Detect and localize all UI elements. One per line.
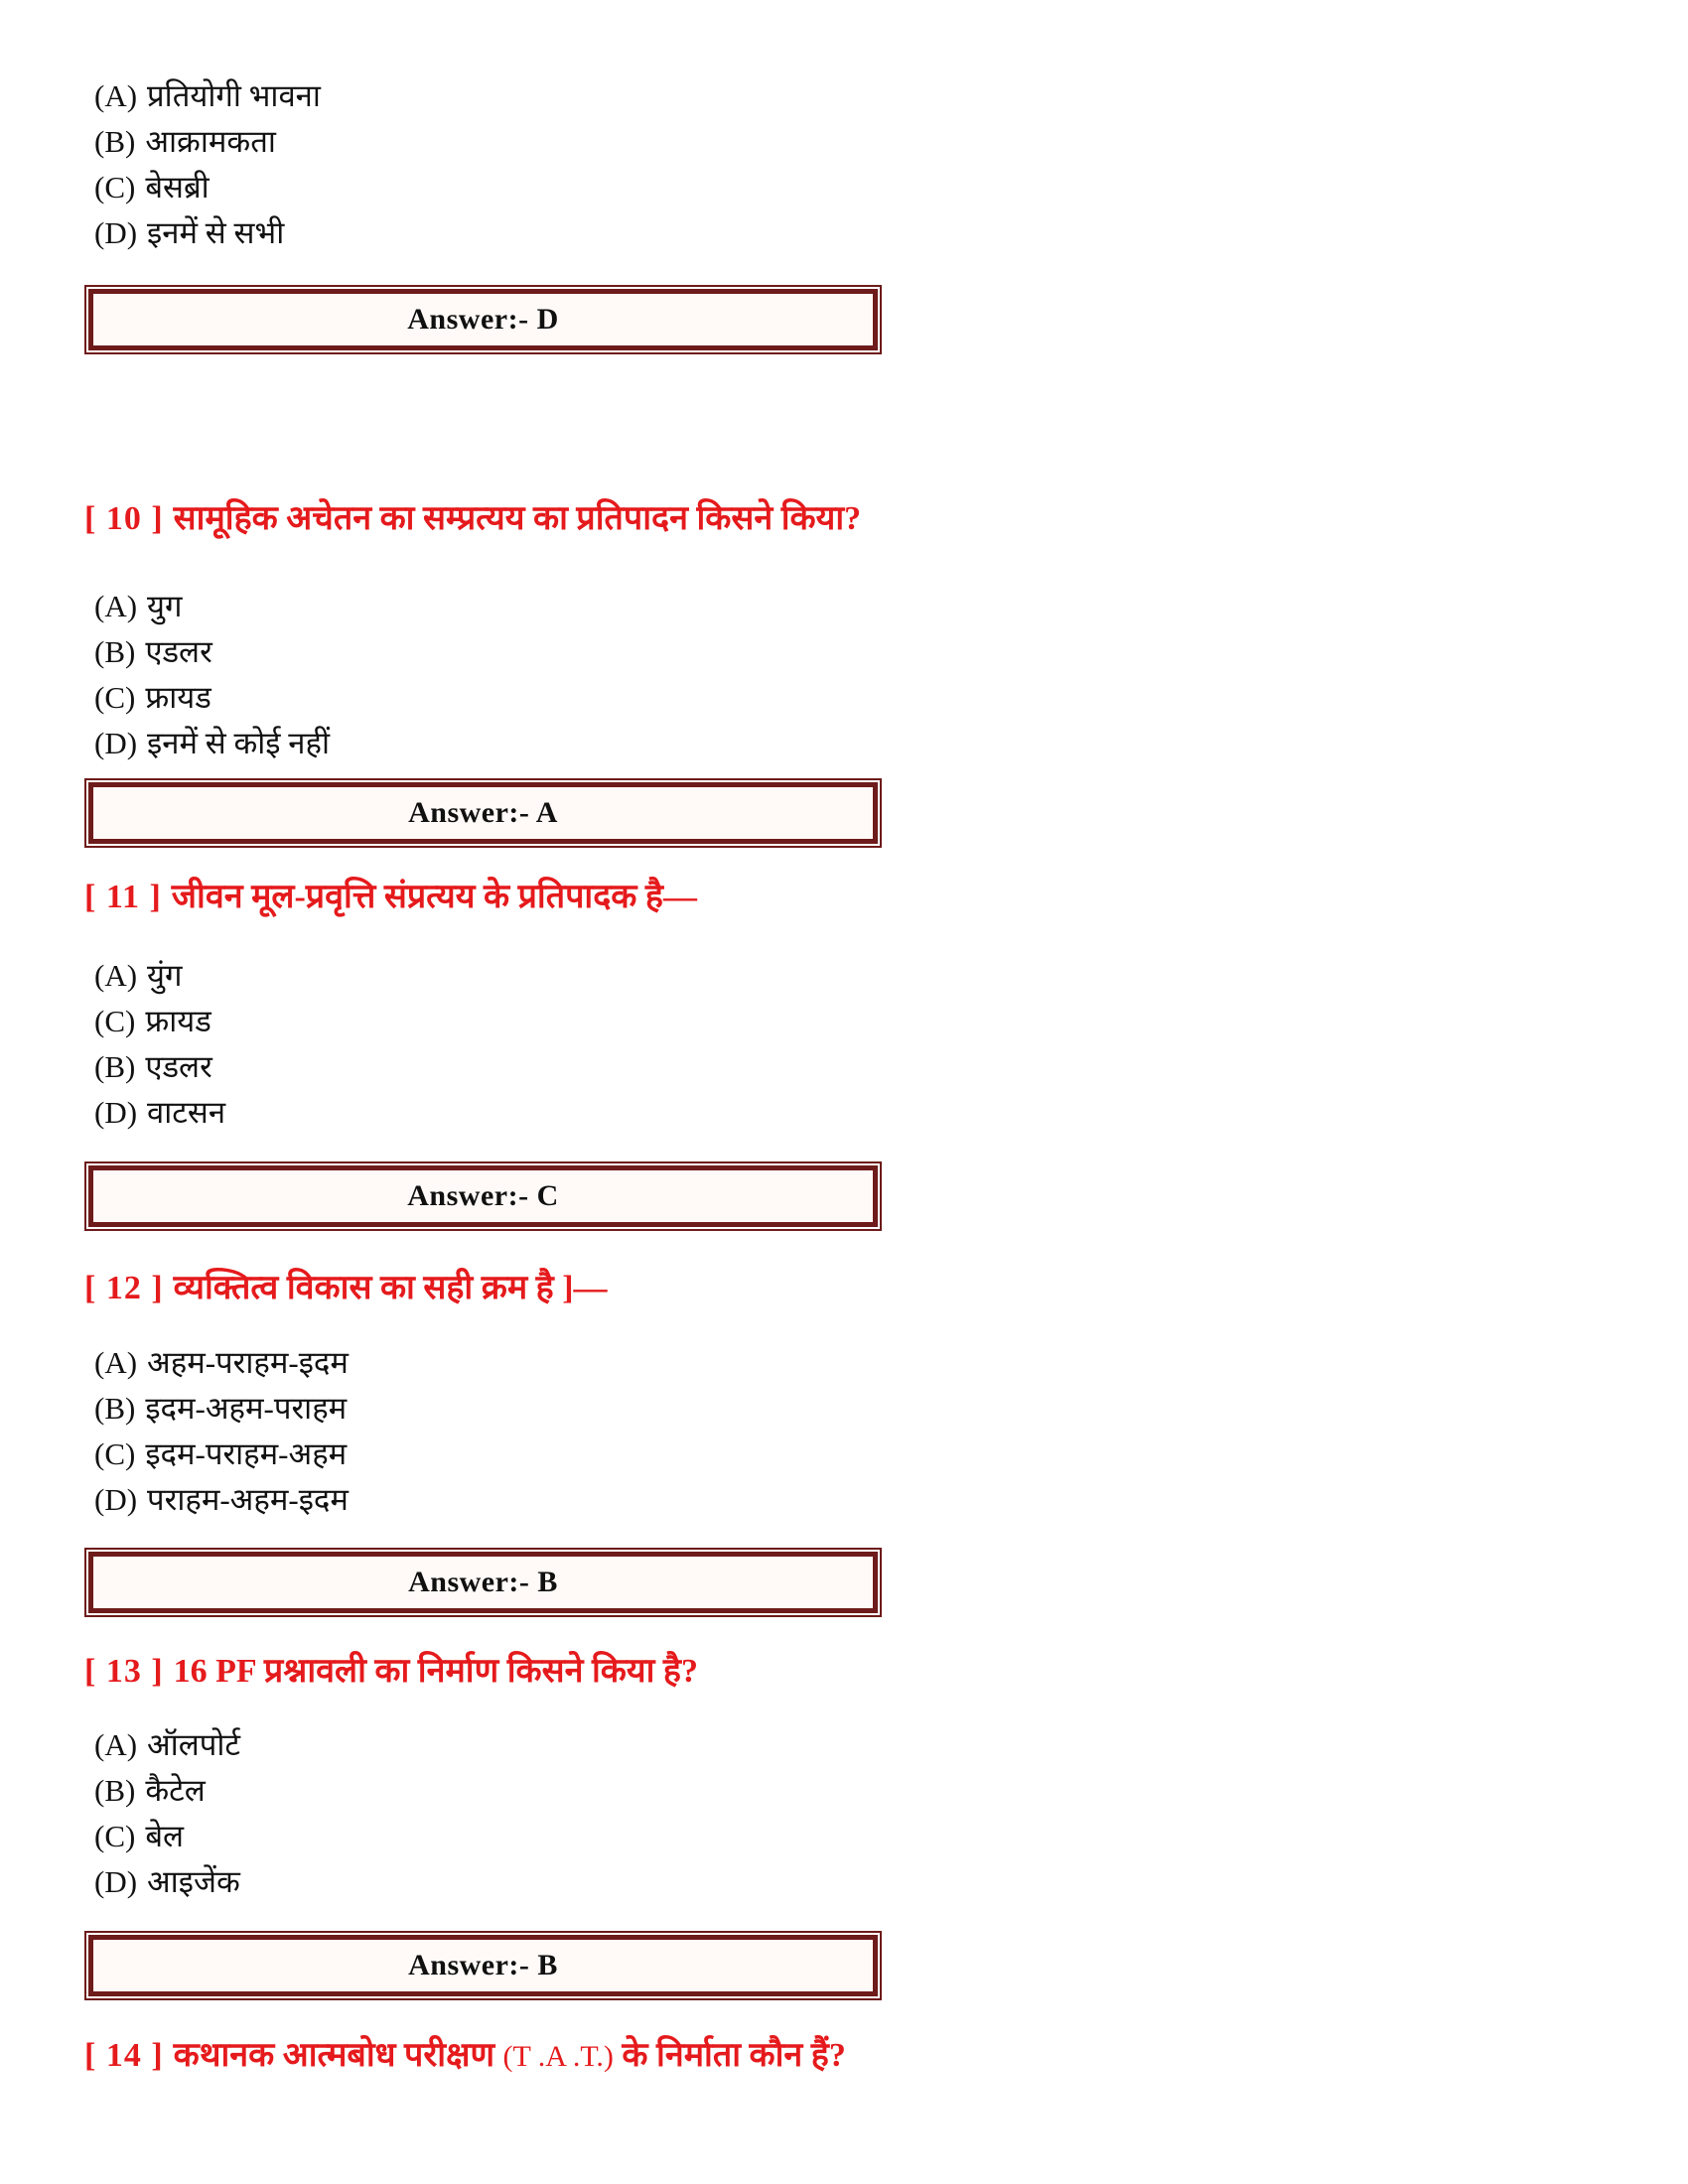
option-list-q10 bbox=[94, 584, 330, 766]
question-number: [ 13 ] bbox=[84, 1653, 164, 1690]
option-label: (A) bbox=[94, 78, 138, 113]
option-text: कैटेल bbox=[145, 1773, 206, 1808]
question-number: [ 11 ] bbox=[84, 879, 162, 915]
question-text: के निर्माता कौन हैं? bbox=[613, 2037, 846, 2074]
option-text: युंग bbox=[147, 958, 183, 993]
option-item bbox=[94, 999, 225, 1044]
answer-box-q11 bbox=[88, 1165, 878, 1227]
option-text: बेल bbox=[145, 1819, 185, 1853]
option-item bbox=[94, 675, 330, 721]
option-text: एडलर bbox=[145, 1049, 212, 1084]
option-text: फ्रायड bbox=[145, 680, 211, 715]
answer-text: Answer:- A bbox=[408, 796, 558, 829]
question-text: व्यक्तित्व विकास का सही क्रम है ]— bbox=[173, 1270, 608, 1306]
question-text: जीवन मूल-प्रवृत्ति संप्रत्यय के प्रतिपादक है— bbox=[171, 879, 697, 915]
answer-text: Answer:- D bbox=[407, 303, 559, 336]
question-heading-q12 bbox=[84, 1263, 608, 1308]
answer-box-q12 bbox=[88, 1552, 878, 1613]
question-number: [ 10 ] bbox=[84, 500, 164, 537]
option-label: (D) bbox=[94, 1482, 138, 1517]
option-item bbox=[94, 1090, 225, 1136]
answer-text: Answer:- C bbox=[407, 1179, 559, 1212]
option-text: प्रतियोगी भावना bbox=[147, 78, 321, 113]
option-item bbox=[94, 210, 321, 256]
option-label: (D) bbox=[94, 1864, 138, 1899]
option-item bbox=[94, 1386, 349, 1432]
option-list-q13 bbox=[94, 1722, 240, 1905]
question-heading-q11 bbox=[84, 872, 697, 917]
question-heading-q13 bbox=[84, 1646, 698, 1692]
option-item bbox=[94, 1768, 240, 1814]
question-text: 16 PF प्रश्नावली का निर्माण किसने किया है? bbox=[173, 1653, 698, 1690]
option-label: (D) bbox=[94, 215, 138, 250]
option-item bbox=[94, 584, 330, 629]
option-label: (C) bbox=[94, 1436, 136, 1471]
option-text: एडलर bbox=[145, 634, 212, 669]
option-list-q9 bbox=[94, 73, 321, 256]
option-label: (B) bbox=[94, 1049, 136, 1084]
option-text: इदम-पराहम-अहम bbox=[145, 1436, 348, 1471]
option-label: (D) bbox=[94, 1095, 138, 1130]
option-label: (D) bbox=[94, 726, 138, 760]
option-label: (B) bbox=[94, 634, 136, 669]
option-text: इदम-अहम-पराहम bbox=[145, 1391, 348, 1426]
option-item bbox=[94, 1722, 240, 1768]
option-label: (B) bbox=[94, 1391, 136, 1426]
question-number: [ 12 ] bbox=[84, 1270, 164, 1306]
question-text: कथानक आत्मबोध परीक्षण bbox=[173, 2037, 503, 2074]
option-text: इनमें से सभी bbox=[147, 215, 285, 250]
question-number: [ 14 ] bbox=[84, 2037, 164, 2074]
option-list-q11 bbox=[94, 953, 225, 1136]
option-text: पराहम-अहम-इदम bbox=[147, 1482, 349, 1517]
option-item bbox=[94, 721, 330, 766]
question-heading-q14 bbox=[84, 2030, 846, 2076]
option-label: (B) bbox=[94, 124, 136, 159]
answer-box-q13 bbox=[88, 1935, 878, 1996]
option-item bbox=[94, 629, 330, 675]
answer-box-q9 bbox=[88, 289, 878, 350]
answer-text: Answer:- B bbox=[408, 1949, 558, 1981]
option-text: इनमें से कोई नहीं bbox=[147, 726, 330, 760]
option-text: वाटसन bbox=[147, 1095, 226, 1130]
option-label: (A) bbox=[94, 1727, 138, 1762]
option-item bbox=[94, 1477, 349, 1523]
answer-box-q10 bbox=[88, 782, 878, 844]
option-text: आक्रामकता bbox=[145, 124, 276, 159]
answer-text: Answer:- B bbox=[408, 1566, 558, 1598]
option-label: (A) bbox=[94, 589, 138, 623]
option-label: (A) bbox=[94, 1345, 138, 1380]
option-text: आइजेंक bbox=[147, 1864, 240, 1899]
option-item bbox=[94, 1340, 349, 1386]
option-label: (C) bbox=[94, 170, 136, 205]
option-item bbox=[94, 165, 321, 210]
option-list-q12 bbox=[94, 1340, 349, 1523]
option-text: अहम-पराहम-इदम bbox=[147, 1345, 349, 1380]
option-label: (C) bbox=[94, 1819, 136, 1853]
option-item bbox=[94, 1814, 240, 1859]
option-text: ऑलपोर्ट bbox=[147, 1727, 241, 1762]
option-item bbox=[94, 953, 225, 999]
option-item bbox=[94, 1044, 225, 1090]
option-item bbox=[94, 119, 321, 165]
option-text: फ्रायड bbox=[145, 1004, 211, 1038]
option-item bbox=[94, 1432, 349, 1477]
option-label: (A) bbox=[94, 958, 138, 993]
option-label: (C) bbox=[94, 680, 136, 715]
question-text: सामूहिक अचेतन का सम्प्रत्यय का प्रतिपादन किसने किया? bbox=[173, 500, 862, 537]
option-text: बेसब्री bbox=[145, 170, 210, 205]
option-label: (B) bbox=[94, 1773, 136, 1808]
option-label: (C) bbox=[94, 1004, 136, 1038]
option-text: युग bbox=[147, 589, 183, 623]
option-item bbox=[94, 1859, 240, 1905]
question-text-latin: (T .A .T.) bbox=[502, 2040, 614, 2073]
question-heading-q10 bbox=[84, 493, 861, 539]
option-item bbox=[94, 73, 321, 119]
